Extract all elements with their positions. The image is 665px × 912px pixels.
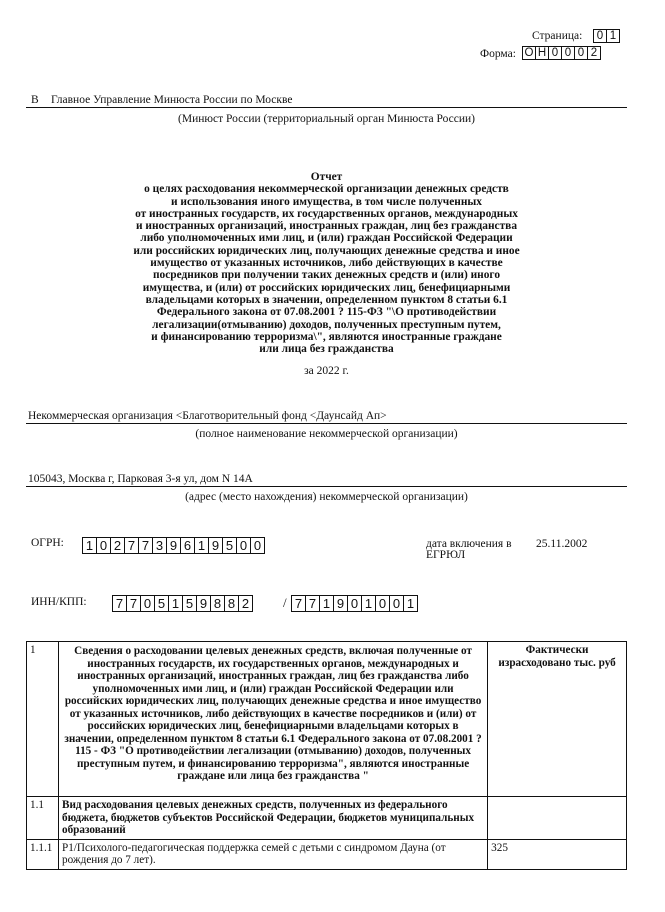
ogrn-digit-cell: 7 [138,537,153,554]
row-description: Вид расходования целевых денежных средств, полученных из федерального бюджета, бюджетов субъектов Российской Федерации, бюджетов муниципальных образований [58,797,487,840]
report-year: за 2022 г. [304,365,349,377]
recipient-caption: (Минюст России (территориальный орган Минюста России) [178,113,475,125]
ogrn-digit-cell: 7 [124,537,139,554]
inn-digit-cell: 2 [238,595,253,612]
table-row [27,797,627,840]
row-value [488,797,627,840]
report-title-line: легализации(отмыванию) доходов, полученных преступным путем, [152,318,501,331]
ogrn-digit-cell: 1 [194,537,209,554]
report-title-line: и иностранных организаций, иностранных граждан, лиц без гражданства [135,220,518,233]
kpp-digit-cell: 0 [375,595,390,612]
report-title-line: или российских юридических лиц, получающих денежные средства и иное [133,244,520,257]
ogrn-digit-cell: 2 [110,537,125,554]
report-title-line: и использования иного имущества, в том числе полученных [171,195,482,208]
report-title-line: Федерального закона от 07.08.2001 ? 115-ФЗ "\О противодействии [156,306,497,319]
kpp-digit-cell: 1 [319,595,334,612]
report-title-line: имущества, и (или) от российских юридических лиц, бенефициарными [142,281,511,294]
report-title-line: имущество от указанных источников, либо действующих в качестве [150,257,503,270]
kpp-digit-cell: 1 [361,595,376,612]
ogrn-digit-cell: 9 [166,537,181,554]
inn-kpp-label: ИНН/КПП: [31,596,87,608]
inn-digit-cell: 1 [168,595,183,612]
inn-digit-cell: 8 [224,595,239,612]
form-label: Форма: [480,48,516,60]
registration-date-label-2: ЕГРЮЛ [426,549,466,561]
report-title [26,171,627,355]
form-code-cell: 0 [574,46,588,60]
page-digit-cell: 0 [593,29,607,43]
inn-digit-cell: 7 [112,595,127,612]
page-digit-cell: 1 [606,29,620,43]
inn-digit-cell: 5 [154,595,169,612]
form-code-cell: 2 [587,46,601,60]
inn-digit-cell: 9 [196,595,211,612]
kpp-digit-cell: 0 [389,595,404,612]
row-number: 1.1.1 [27,839,59,869]
page-number-cells [593,29,620,43]
table-row-header [27,642,627,797]
row-number: 1.1 [27,797,59,840]
form-code-cells [522,46,601,60]
address-value: 105043, Москва г, Парковая 3-я ул, дом N 14А [28,473,253,485]
organization-name: Некоммерческая организация <Благотворительный фонд <Даунсайд Ап> [28,410,387,422]
row-value: Фактически израсходовано тыс. руб [488,642,627,797]
ogrn-digit-cell: 0 [250,537,265,554]
ogrn-digit-cell: 0 [96,537,111,554]
organization-caption: (полное наименование некоммерческой организации) [195,428,458,440]
ogrn-digit-cell: 0 [236,537,251,554]
page-label: Страница: [532,30,583,42]
report-title-line: и финансированию терроризма\", являются иностранные граждане [151,330,502,343]
inn-cells [112,595,253,612]
ogrn-digit-cell: 5 [222,537,237,554]
inn-digit-cell: 8 [210,595,225,612]
row-value: 325 [488,839,627,869]
ogrn-digit-cell: 1 [82,537,97,554]
ogrn-digit-cell: 3 [152,537,167,554]
row-description: Сведения о расходовании целевых денежных средств, включая полученные от иностранных государств, их государственных органов, международных и иностранных организаций, иностранных граждан, лиц без гражданства либо уполномоченных ими лиц, и (или) граждан Российской Федерации или российских юридических лиц, получающих денежные средства и иное имущество от указанных источников, либо действующих в качестве посредников и (или) от российских юридических лиц, бенефициарными владельцами которых в значении, определенном пунктом 8 статьи 6.1 Федерального закона от 07.08.2001 ? 115 - ФЗ "О противодействии легализации (отмыванию) доходов, полученных преступным путем, и финансированию терроризма", являются иностранные граждане или лица без гражданства " [58,642,487,797]
inn-digit-cell: 0 [140,595,155,612]
ogrn-digit-cell: 6 [180,537,195,554]
report-title-line: владельцами которых в значении, определенном пунктом 8 статьи 6.1 [145,293,508,306]
kpp-digit-cell: 7 [291,595,306,612]
form-code-cell: 0 [548,46,562,60]
kpp-digit-cell: 9 [333,595,348,612]
registration-date-value: 25.11.2002 [536,538,588,550]
row-number: 1 [27,642,59,797]
registration-date-label: дата включения в [426,538,512,550]
address-caption: (адрес (место нахождения) некоммерческой организации) [185,491,468,503]
inn-digit-cell: 7 [126,595,141,612]
inn-kpp-separator: / [283,595,287,610]
form-code-cell: О [522,46,536,60]
table-row [27,839,627,869]
recipient-prefix: В [31,94,39,106]
report-title-line: от иностранных государств, их государственных органов, международных [135,207,518,220]
row-description: Р1/Психолого-педагогическая поддержка семей с детьми с синдромом Дауна (от рождения до 7 лет). [58,839,487,869]
report-title-line: или лица без гражданства [259,343,394,356]
report-heading: Отчет [310,171,343,183]
inn-digit-cell: 5 [182,595,197,612]
recipient-name: Главное Управление Минюста России по Москве [51,94,293,106]
kpp-digit-cell: 0 [347,595,362,612]
kpp-cells [291,595,418,612]
ogrn-label: ОГРН: [31,537,64,549]
kpp-digit-cell: 7 [305,595,320,612]
recipient-underline [26,107,627,108]
organization-underline [26,423,627,424]
expenditure-table [26,641,627,870]
kpp-digit-cell: 1 [403,595,418,612]
report-title-line: либо уполномоченных ими лиц, и (или) граждан Российской Федерации [140,232,513,245]
report-title-line: о целях расходования некоммерческой организации денежных средств [144,183,509,196]
form-code-cell: Н [535,46,549,60]
report-title-line: посредников при получении таких денежных средств и (или) иного [152,269,501,282]
ogrn-cells [82,537,265,554]
form-code-cell: 0 [561,46,575,60]
ogrn-digit-cell: 9 [208,537,223,554]
address-underline [26,486,627,487]
report-title-lines [26,183,627,355]
